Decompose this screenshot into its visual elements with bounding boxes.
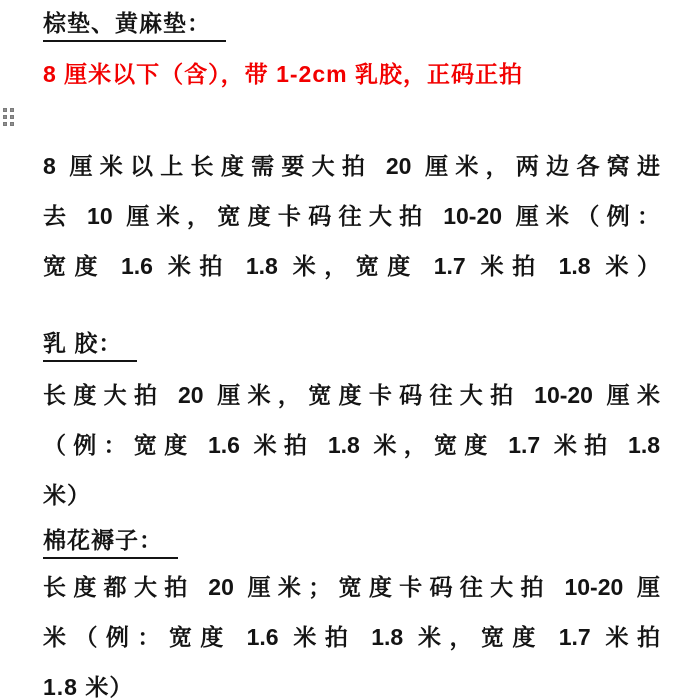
section-heading-latex: 乳 胶： — [43, 328, 137, 362]
paragraph-line: 长度都大拍 20 厘米；宽度卡码往大拍 10-20 厘 — [43, 574, 660, 600]
drag-handle-dot — [3, 122, 7, 126]
paragraph-line: 8 厘米以上长度需要大拍 20 厘米，两边各窝进 — [43, 153, 660, 179]
section-1 — [43, 0, 660, 42]
paragraph-cotton-mattress — [43, 562, 660, 700]
section-heading-brown-jute-mat: 棕垫、黄麻垫： — [43, 8, 226, 42]
paragraph-line: 米） — [43, 482, 91, 508]
drag-handle-dot — [10, 122, 14, 126]
paragraph-latex — [43, 370, 660, 520]
paragraph-line: 1.8 米） — [43, 674, 134, 700]
drag-handle-dot — [10, 108, 14, 112]
section-2 — [43, 328, 660, 362]
section-heading-cotton-mattress: 棉花褥子： — [43, 525, 178, 559]
drag-handle-dot — [10, 115, 14, 119]
drag-handle-icon[interactable] — [3, 108, 14, 126]
paragraph-line: 宽度 1.6 米拍 1.8 米，宽度 1.7 米拍 1.8 米） — [43, 253, 660, 279]
paragraph-line: 去 10 厘米，宽度卡码往大拍 10-20 厘米（例： — [43, 203, 660, 229]
paragraph-line: 长度大拍 20 厘米，宽度卡码往大拍 10-20 厘米 — [43, 382, 660, 408]
paragraph-brown-jute-mat — [43, 141, 660, 291]
section-3 — [43, 525, 660, 559]
red-note-line: 8 厘米以下（含），带 1-2cm 乳胶，正码正拍 — [43, 61, 523, 87]
paragraph-line: 米（例：宽度 1.6 米拍 1.8 米，宽度 1.7 米拍 — [43, 624, 660, 650]
drag-handle-dot — [3, 115, 7, 119]
drag-handle-dot — [3, 108, 7, 112]
paragraph-line: （例：宽度 1.6 米拍 1.8 米，宽度 1.7 米拍 1.8 — [43, 432, 660, 458]
